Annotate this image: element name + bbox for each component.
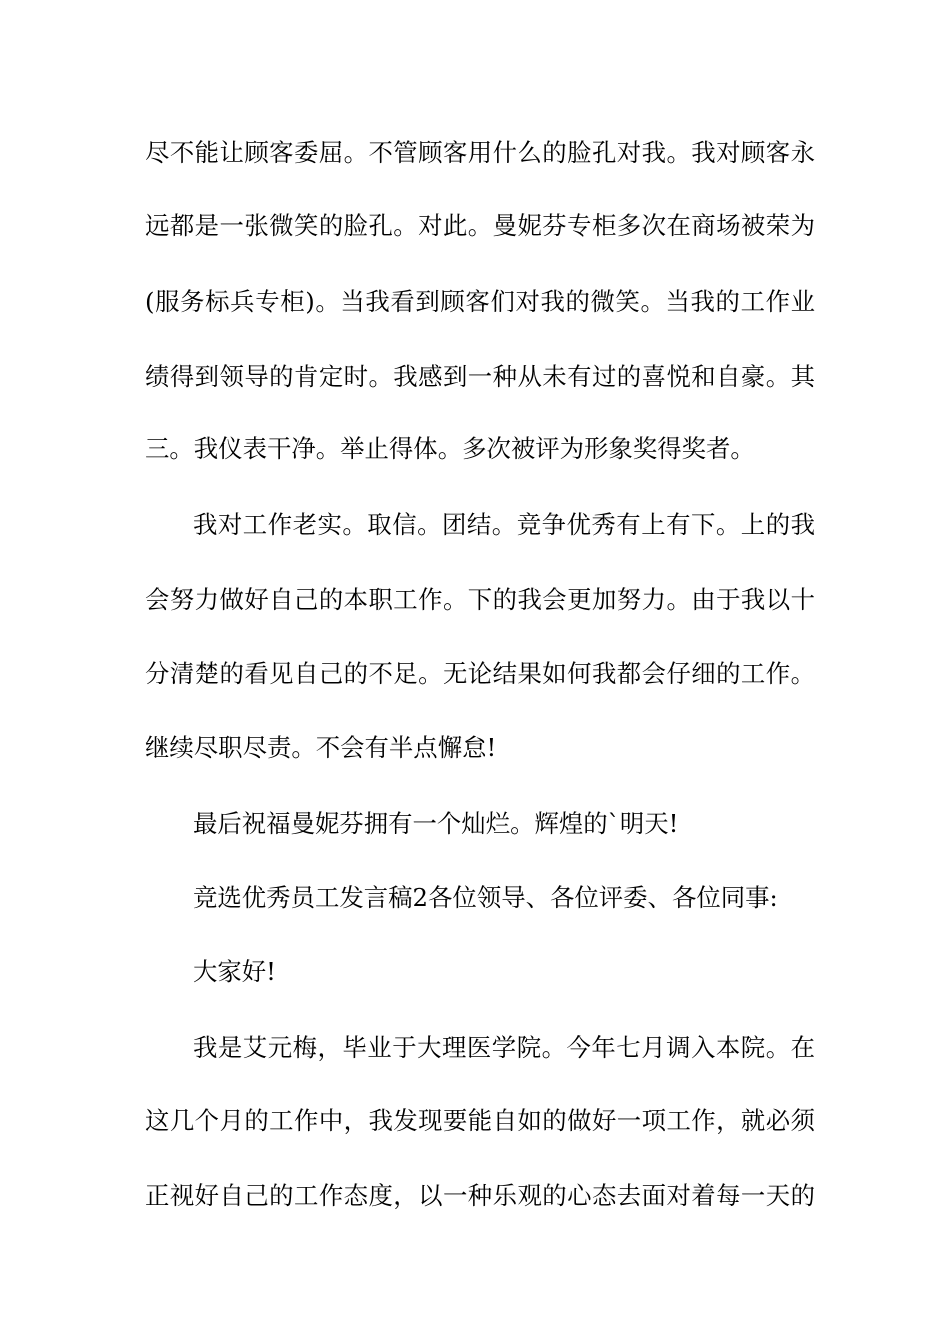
paragraph-first-line: 我是艾元梅，毕业于大理医学院。今年七月调入本院。在 <box>193 1033 815 1062</box>
text-line: 继续尽职尽责。不会有半点懈怠! <box>145 733 497 762</box>
text-line: 这几个月的工作中，我发现要能自如的做好一项工作，就必须 <box>145 1106 815 1135</box>
text-line: 分清楚的看见自己的不足。无论结果如何我都会仔细的工作。 <box>145 659 815 688</box>
text-line: 三。我仪表干净。举止得体。多次被评为形象奖得奖者。 <box>145 434 755 463</box>
paragraph-first-line: 竞选优秀员工发言稿2各位领导、各位评委、各位同事: <box>193 883 778 912</box>
text-line: 会努力做好自己的本职工作。下的我会更加努力。由于我以十 <box>145 585 815 614</box>
text-line: 远都是一张微笑的脸孔。对此。曼妮芬专柜多次在商场被荣为 <box>145 211 815 240</box>
text-line: 正视好自己的工作态度，以一种乐观的心态去面对着每一天的 <box>145 1181 815 1210</box>
text-line: 绩得到领导的肯定时。我感到一种从未有过的喜悦和自豪。其 <box>145 362 815 391</box>
paragraph-first-line: 最后祝福曼妮芬拥有一个灿烂。辉煌的`明天! <box>193 809 679 838</box>
greeting-line: 大家好! <box>193 957 276 986</box>
paragraph-first-line: 我对工作老实。取信。团结。竞争优秀有上有下。上的我 <box>193 510 815 539</box>
text-line: 尽不能让顾客委屈。不管顾客用什么的脸孔对我。我对顾客永 <box>145 138 815 167</box>
text-line: (服务标兵专柜)。当我看到顾客们对我的微笑。当我的工作业 <box>145 287 815 316</box>
